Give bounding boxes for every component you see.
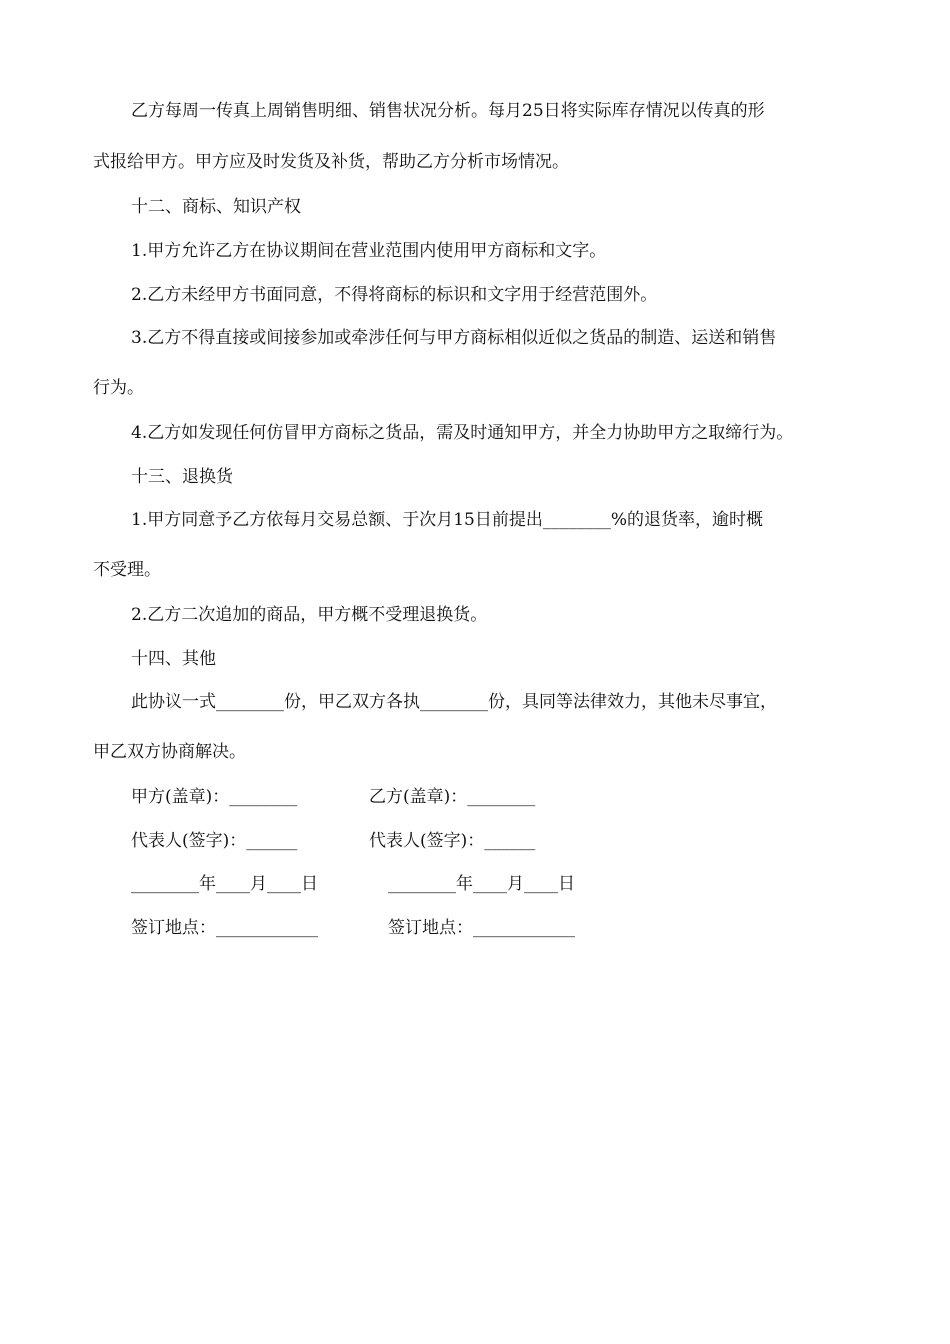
signature-date-row <box>131 873 575 895</box>
clause-13-1: 1.甲方同意予乙方依每月交易总额、于次月15日前提出________%的退货率，逾时概 <box>131 510 764 530</box>
clause-12-1: 1.甲方允许乙方在协议期间在营业范围内使用甲方商标和文字。 <box>131 241 607 261</box>
party-b-place-field: 签订地点：____________ <box>388 918 575 938</box>
paragraph-report-fax: 乙方每周一传真上周销售明细、销售状况分析。每月25日将实际库存情况以传真的形 <box>131 101 765 121</box>
party-b-date-field: ________年____月____日 <box>388 874 575 894</box>
clause-13-2: 2.乙方二次追加的商品，甲方概不受理退换货。 <box>131 605 488 625</box>
clause-12-3: 3.乙方不得直接或间接参加或牵涉任何与甲方商标相似近似之货品的制造、运送和销售 <box>131 328 777 348</box>
party-b-seal-field: 乙方(盖章)：________ <box>369 787 536 807</box>
clause-13-1-cont: 不受理。 <box>93 560 161 580</box>
signature-seal-row <box>131 786 536 808</box>
party-a-place-field: 签订地点：____________ <box>131 918 318 938</box>
section-heading-other: 十四、其他 <box>131 649 216 669</box>
signature-place-row <box>131 917 575 939</box>
clause-14-1: 此协议一式________份，甲乙双方各执________份，具同等法律效力，其他未尽事宜， <box>131 692 777 712</box>
paragraph-report-fax-cont: 式报给甲方。甲方应及时发货及补货，帮助乙方分析市场情况。 <box>93 152 569 172</box>
clause-12-3-cont: 行为。 <box>93 378 144 398</box>
party-a-seal-field: 甲方(盖章)：________ <box>131 787 298 807</box>
party-a-date-field: ________年____月____日 <box>131 874 318 894</box>
party-a-rep-field: 代表人(签字)：______ <box>131 831 298 851</box>
signature-rep-row <box>131 830 536 852</box>
clause-14-1-cont: 甲乙双方协商解决。 <box>93 742 246 762</box>
section-heading-returns: 十三、退换货 <box>131 467 233 487</box>
clause-12-2: 2.乙方未经甲方书面同意，不得将商标的标识和文字用于经营范围外。 <box>131 285 658 305</box>
section-heading-trademark: 十二、商标、知识产权 <box>131 197 301 217</box>
clause-12-4: 4.乙方如发现任何仿冒甲方商标之货品，需及时通知甲方，并全力协助甲方之取缔行为。 <box>131 423 794 443</box>
party-b-rep-field: 代表人(签字)：______ <box>369 831 536 851</box>
